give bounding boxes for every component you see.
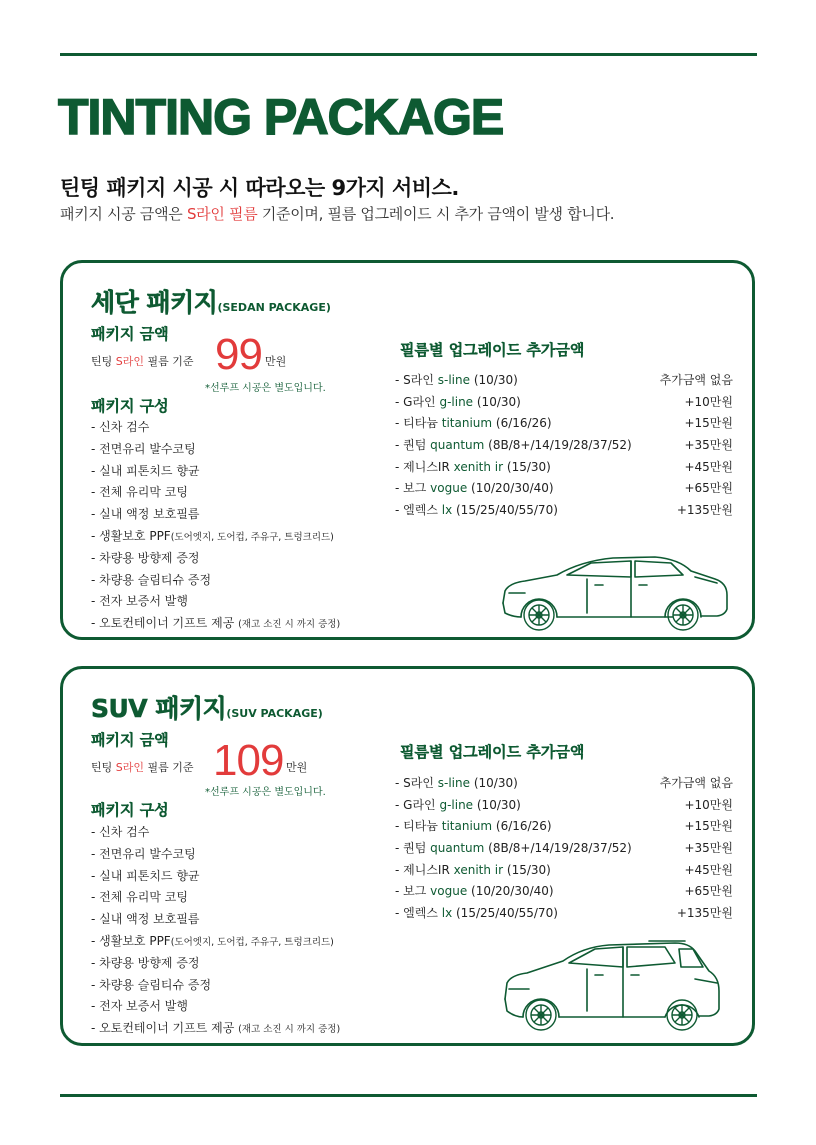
- list-item: [91, 461, 340, 483]
- sunroof-note: *선루프 시공은 별도입니다.: [205, 383, 326, 394]
- film-name: [395, 370, 518, 392]
- upgrade-amount: +35만원: [684, 841, 733, 856]
- film-spec: (10/20/30/40): [467, 884, 554, 899]
- list-item: [91, 482, 340, 504]
- upgrade-amount: 추가금액 없음: [659, 776, 733, 790]
- package-title-ko: 세단 패키지: [91, 288, 218, 317]
- item-subtext: (재고 소진 시 까지 증정): [238, 1024, 341, 1036]
- film-ko: - 제니스IR: [395, 459, 454, 474]
- upgrade-heading: 필름별 업그레이드 추가금액: [400, 341, 585, 359]
- price-mid: 필름 기준: [143, 355, 194, 368]
- item-text: - 신차 검수: [91, 420, 150, 434]
- page-title: TINTING PACKAGE: [58, 89, 504, 145]
- item-text: - 전면유리 발수코팅: [91, 441, 196, 456]
- film-name: [395, 860, 551, 882]
- film-spec: (15/25/40/55/70): [452, 906, 558, 921]
- page-description: [60, 203, 614, 224]
- upgrade-amount: +10만원: [684, 394, 733, 409]
- upgrade-row: [395, 413, 733, 435]
- film-ko: - 엘렉스: [395, 906, 442, 921]
- item-text: - 차량용 방향제 증정: [91, 955, 200, 970]
- film-name: [395, 478, 554, 500]
- upgrade-amount: +35만원: [684, 438, 733, 453]
- list-item: [91, 548, 340, 570]
- list-item: [91, 822, 340, 844]
- film-en: lx: [441, 503, 453, 518]
- item-subtext: (도어엣지, 도어컵, 주유구, 트렁크리드): [170, 936, 334, 948]
- film-ko: - G라인: [395, 394, 440, 409]
- item-text: - 차량용 슬림티슈 증정: [91, 977, 212, 992]
- list-item: [91, 417, 340, 439]
- list-item: [91, 526, 340, 548]
- film-ko: - S라인: [395, 776, 438, 790]
- upgrade-amount: +45만원: [684, 862, 733, 877]
- suv-car-icon: [499, 939, 725, 1039]
- film-ko: - 엘렉스: [395, 503, 442, 518]
- bottom-divider: [60, 1094, 757, 1097]
- top-divider: [60, 53, 757, 56]
- package-title-en: (SEDAN PACKAGE): [217, 301, 331, 314]
- list-item: [91, 996, 340, 1018]
- sedan-car-icon: [495, 553, 735, 633]
- page-subtitle: 틴팅 패키지 시공 시 따라오는 9가지 서비스.: [60, 176, 459, 200]
- film-name: [395, 392, 521, 414]
- list-item: [91, 866, 340, 888]
- suv-package-card: [60, 666, 755, 1046]
- upgrade-row: [395, 478, 733, 500]
- film-en: g-line: [439, 797, 474, 812]
- price-basis: [91, 759, 193, 775]
- film-en: quantum: [430, 438, 485, 453]
- composition-heading: 패키지 구성: [91, 801, 169, 819]
- package-title: [91, 283, 331, 319]
- upgrade-row: [395, 773, 733, 795]
- item-text: - 전체 유리막 코팅: [91, 485, 188, 500]
- list-item: [91, 1018, 340, 1040]
- film-name: [395, 500, 558, 522]
- film-name: [395, 435, 632, 457]
- price-value: 99: [215, 330, 262, 379]
- film-ko: - S라인: [395, 373, 438, 387]
- film-spec: (6/16/26): [492, 416, 552, 431]
- item-text: - 생활보호 PPF: [91, 933, 171, 948]
- list-item: [91, 887, 340, 909]
- upgrade-amount: +135만원: [676, 906, 733, 921]
- film-spec: (8B/8+/14/19/28/37/52): [484, 438, 632, 453]
- upgrade-amount: +10만원: [684, 797, 733, 812]
- item-text: - 차량용 방향제 증정: [91, 550, 200, 565]
- film-spec: (15/30): [503, 459, 551, 474]
- price-unit: 만원: [286, 761, 308, 774]
- film-spec: (10/20/30/40): [467, 481, 554, 496]
- item-text: - 신차 검수: [91, 825, 150, 839]
- list-item: [91, 844, 340, 866]
- item-text: - 생활보호 PPF: [91, 528, 171, 543]
- item-text: - 실내 피톤치드 향균: [91, 868, 200, 883]
- film-en: s-line: [437, 776, 471, 790]
- list-item: [91, 439, 340, 461]
- desc-highlight: S라인 필름: [186, 205, 258, 223]
- upgrade-amount: +15만원: [684, 416, 733, 431]
- film-name: [395, 838, 632, 860]
- film-en: s-line: [437, 373, 471, 387]
- film-ko: - 티타늄: [395, 416, 442, 431]
- film-ko: - 제니스IR: [395, 862, 454, 877]
- desc-text-after: 기준이며, 필름 업그레이드 시 추가 금액이 발생 합니다.: [257, 205, 615, 223]
- item-text: - 차량용 슬림티슈 증정: [91, 572, 212, 587]
- sunroof-note: *선루프 시공은 별도입니다.: [205, 787, 326, 798]
- upgrade-amount: +45만원: [684, 459, 733, 474]
- list-item: [91, 931, 340, 953]
- upgrade-row: [395, 457, 733, 479]
- upgrade-heading: 필름별 업그레이드 추가금액: [400, 743, 585, 761]
- upgrade-amount: 추가금액 없음: [659, 373, 733, 387]
- film-spec: (8B/8+/14/19/28/37/52): [484, 841, 632, 856]
- film-name: [395, 773, 518, 795]
- item-text: - 오토컨테이너 기프트 제공: [91, 616, 239, 631]
- item-text: - 전자 보증서 발행: [91, 999, 188, 1014]
- item-text: - 오토컨테이너 기프트 제공: [91, 1021, 239, 1036]
- film-ko: - G라인: [395, 797, 440, 812]
- upgrade-row: [395, 903, 733, 925]
- upgrade-row: [395, 795, 733, 817]
- item-text: - 전체 유리막 코팅: [91, 890, 188, 905]
- film-name: [395, 903, 558, 925]
- film-spec: (15/25/40/55/70): [452, 503, 558, 518]
- item-text: - 실내 액정 보호필름: [91, 912, 200, 927]
- upgrade-row: [395, 370, 733, 392]
- film-ko: - 보그: [395, 481, 431, 496]
- film-en: vogue: [430, 884, 468, 899]
- price-film: S라인: [115, 761, 144, 774]
- film-en: vogue: [430, 481, 468, 496]
- list-item: [91, 613, 340, 635]
- price-prefix: 틴팅: [91, 761, 116, 774]
- price-value: 109: [213, 736, 284, 785]
- film-name: [395, 457, 551, 479]
- item-text: - 전자 보증서 발행: [91, 594, 188, 609]
- package-title-ko: SUV 패키지: [91, 694, 227, 723]
- upgrade-amount: +15만원: [684, 819, 733, 834]
- list-item: [91, 591, 340, 613]
- item-text: - 실내 피톤치드 향균: [91, 463, 200, 478]
- film-ko: - 티타늄: [395, 819, 442, 834]
- film-ko: - 보그: [395, 884, 431, 899]
- upgrade-row: [395, 816, 733, 838]
- film-en: quantum: [430, 841, 485, 856]
- price-basis: [91, 353, 193, 369]
- film-name: [395, 413, 552, 435]
- list-item: [91, 975, 340, 997]
- upgrade-row: [395, 838, 733, 860]
- upgrade-row: [395, 392, 733, 414]
- price-unit: 만원: [265, 355, 287, 368]
- package-title: [91, 689, 323, 725]
- film-spec: (10/30): [473, 797, 521, 812]
- film-en: g-line: [439, 394, 474, 409]
- upgrade-amount: +65만원: [684, 481, 733, 496]
- sedan-package-card: [60, 260, 755, 640]
- upgrade-row: [395, 500, 733, 522]
- film-en: titanium: [441, 819, 493, 834]
- film-en: xenith ir: [453, 862, 504, 877]
- price-film: S라인: [115, 355, 144, 368]
- film-ko: - 퀀텀: [395, 841, 431, 856]
- film-spec: (10/30): [473, 394, 521, 409]
- film-name: [395, 816, 552, 838]
- price-heading: 패키지 금액: [91, 731, 169, 749]
- film-spec: (10/30): [470, 776, 518, 790]
- film-ko: - 퀀텀: [395, 438, 431, 453]
- list-item: [91, 909, 340, 931]
- list-item: [91, 504, 340, 526]
- composition-heading: 패키지 구성: [91, 397, 169, 415]
- item-text: - 실내 액정 보호필름: [91, 507, 200, 522]
- upgrade-row: [395, 860, 733, 882]
- item-subtext: (재고 소진 시 까지 증정): [238, 619, 341, 631]
- upgrade-amount: +65만원: [684, 884, 733, 899]
- film-name: [395, 795, 521, 817]
- price-mid: 필름 기준: [143, 761, 194, 774]
- film-spec: (10/30): [470, 373, 518, 387]
- composition-list: [91, 417, 340, 635]
- package-title-en: (SUV PACKAGE): [226, 707, 323, 720]
- upgrade-table: [395, 773, 733, 925]
- item-subtext: (도어엣지, 도어컵, 주유구, 트렁크리드): [170, 531, 334, 543]
- item-text: - 전면유리 발수코팅: [91, 846, 196, 861]
- composition-list: [91, 822, 340, 1040]
- upgrade-amount: +135만원: [676, 503, 733, 518]
- film-spec: (15/30): [503, 862, 551, 877]
- film-spec: (6/16/26): [492, 819, 552, 834]
- price-heading: 패키지 금액: [91, 325, 169, 343]
- film-en: lx: [441, 906, 453, 921]
- film-en: titanium: [441, 416, 493, 431]
- price-prefix: 틴팅: [91, 355, 116, 368]
- film-name: [395, 881, 554, 903]
- list-item: [91, 953, 340, 975]
- film-en: xenith ir: [453, 459, 504, 474]
- upgrade-row: [395, 435, 733, 457]
- upgrade-row: [395, 881, 733, 903]
- desc-text-before: 패키지 시공 금액은: [60, 205, 187, 223]
- list-item: [91, 570, 340, 592]
- upgrade-table: [395, 370, 733, 522]
